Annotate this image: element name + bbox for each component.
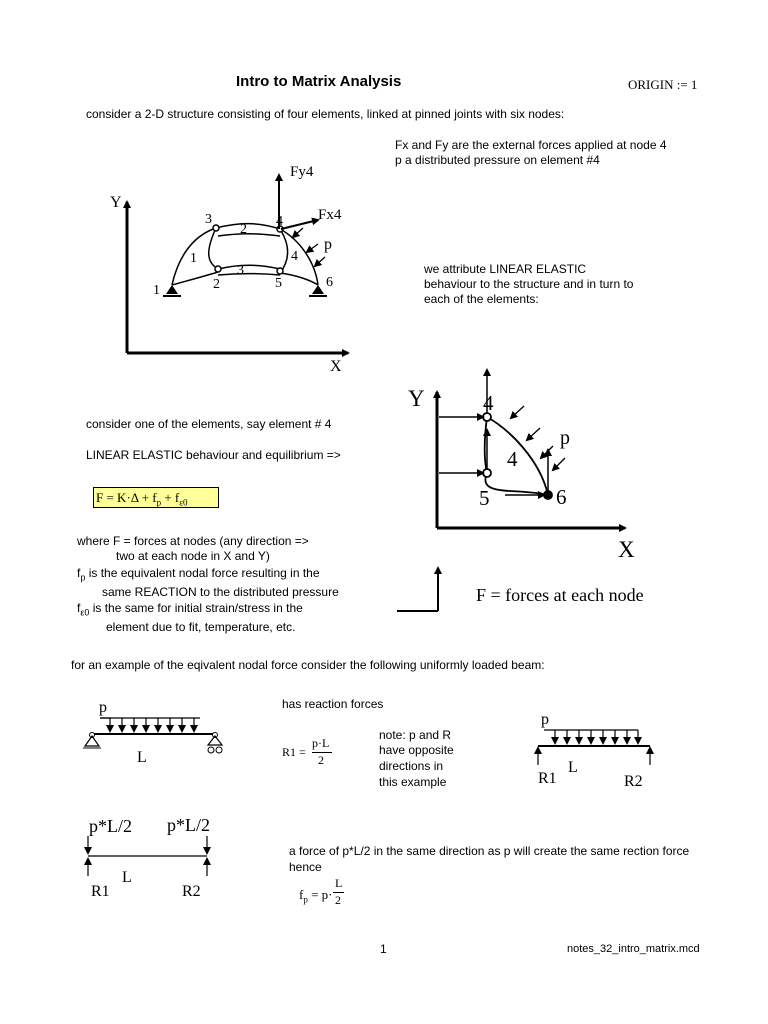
beam1-diagram — [83, 718, 222, 753]
page-title: Intro to Matrix Analysis — [236, 73, 402, 90]
where-line2: two at each node in X and Y) — [116, 549, 270, 563]
intro-text: consider a 2-D structure consisting of four elements, linked at pinned joints with six nodes: — [86, 107, 565, 121]
element-behaviour-text: LINEAR ELASTIC behaviour and equilibrium => — [86, 448, 341, 462]
beam2-R1-label: R1 — [538, 770, 557, 787]
linear-note-line1: we attribute LINEAR ELASTIC — [424, 262, 587, 276]
fig2-pressure-arrows — [511, 406, 565, 470]
reaction-fraction: p·L 2 — [312, 736, 334, 770]
beam3-left-force-label: p*L/2 — [89, 816, 132, 836]
where-line3: $f_p$ is the equivalent nodal force resulting in the — [77, 566, 320, 583]
fig1-fy-label: Fy4 — [290, 164, 314, 180]
beam1-p-label: p — [99, 699, 107, 716]
fig1-x-label: X — [330, 358, 342, 375]
linear-note-line2: behaviour to the structure and in turn to — [424, 277, 634, 291]
fig2-x-label: X — [618, 537, 635, 562]
where-line6: element due to fit, temperature, etc. — [106, 620, 296, 634]
page-number: 1 — [380, 942, 387, 956]
force-symbol — [397, 568, 438, 611]
fig1-element-4: 4 — [291, 249, 298, 264]
fig1-p-label: p — [324, 236, 332, 253]
where-line1: where F = forces at nodes (any direction => — [77, 534, 309, 548]
beam2-R2-label: R2 — [624, 773, 643, 790]
beam2-diagram — [538, 730, 650, 765]
reaction-label: has reaction forces — [282, 697, 384, 711]
file-name: notes_32_intro_matrix.mcd — [567, 943, 700, 955]
fig1-node-5: 5 — [275, 276, 282, 291]
note-line1: note: p and R — [379, 728, 452, 742]
fig1-forces — [279, 175, 318, 229]
reaction-r1-eq: R1 = — [282, 745, 306, 759]
fig1-supports — [163, 285, 327, 296]
note-line4: this example — [379, 775, 447, 789]
element-consider-text: consider one of the elements, say element # 4 — [86, 417, 332, 431]
fig2-node-5: 5 — [479, 486, 490, 510]
fig2-axes — [437, 392, 625, 528]
forces-each-node-label: F = forces at each node — [476, 585, 644, 605]
fig1-element-1: 1 — [190, 251, 197, 266]
fig1-element-3: 3 — [237, 263, 244, 278]
fig2-force-arrows — [439, 370, 548, 495]
fig1-node-4: 4 — [276, 214, 283, 229]
beam3-right-force-label: p*L/2 — [167, 815, 210, 835]
linear-note-line3: each of the elements: — [424, 292, 539, 306]
beam2-p-label: p — [541, 711, 549, 728]
fig2-node-4: 4 — [483, 391, 494, 415]
fig2-element-4: 4 — [507, 447, 518, 471]
example-intro: for an example of the eqivalent nodal force consider the following uniformly loaded beam: — [71, 658, 545, 672]
fig2-node-6: 6 — [556, 485, 567, 509]
fig2-y-label: Y — [408, 386, 425, 411]
where-line4: same REACTION to the distributed pressure — [102, 585, 339, 599]
fig2-p-label: p — [560, 427, 570, 449]
fig1-node-markers — [213, 225, 283, 274]
conclusion-fp-eq: $f_p = p\cdot$ — [299, 887, 333, 905]
fig1-node-1: 1 — [153, 283, 160, 298]
stiffness-equation: $F = K\cdot\Delta + f_p + f_{\varepsilon 0}$ — [93, 487, 219, 508]
fig2-node-markers — [483, 413, 552, 499]
fig1-element-2: 2 — [240, 222, 247, 237]
note-line2: have opposite — [379, 743, 454, 757]
origin-setting: ORIGIN := 1 — [628, 77, 698, 92]
beam3-L-label: L — [122, 869, 132, 886]
conclusion-line2: hence — [289, 860, 322, 874]
fig1-node-6: 6 — [326, 275, 333, 290]
beam1-L-label: L — [137, 749, 147, 766]
beam3-diagram — [88, 836, 207, 876]
beam2-L-label: L — [568, 759, 578, 776]
fig1-fx-label: Fx4 — [318, 207, 342, 223]
fig1-node-2: 2 — [213, 277, 220, 292]
where-line5: $f_{\varepsilon 0}$ is the same for initial strain/stress in the — [77, 601, 303, 618]
note-line3: directions in — [379, 759, 444, 773]
beam3-R1-label: R1 — [91, 883, 110, 900]
beam3-R2-label: R2 — [182, 883, 201, 900]
conclusion-line1: a force of p*L/2 in the same direction as p will create the same rection force — [289, 844, 690, 858]
fig1-node-3: 3 — [205, 212, 212, 227]
forces-note-line2: p a distributed pressure on element #4 — [395, 153, 600, 167]
forces-note-line1: Fx and Fy are the external forces applied at node 4 — [395, 138, 667, 152]
conclusion-fraction: L 2 — [335, 876, 343, 907]
fig1-y-label: Y — [110, 194, 122, 211]
